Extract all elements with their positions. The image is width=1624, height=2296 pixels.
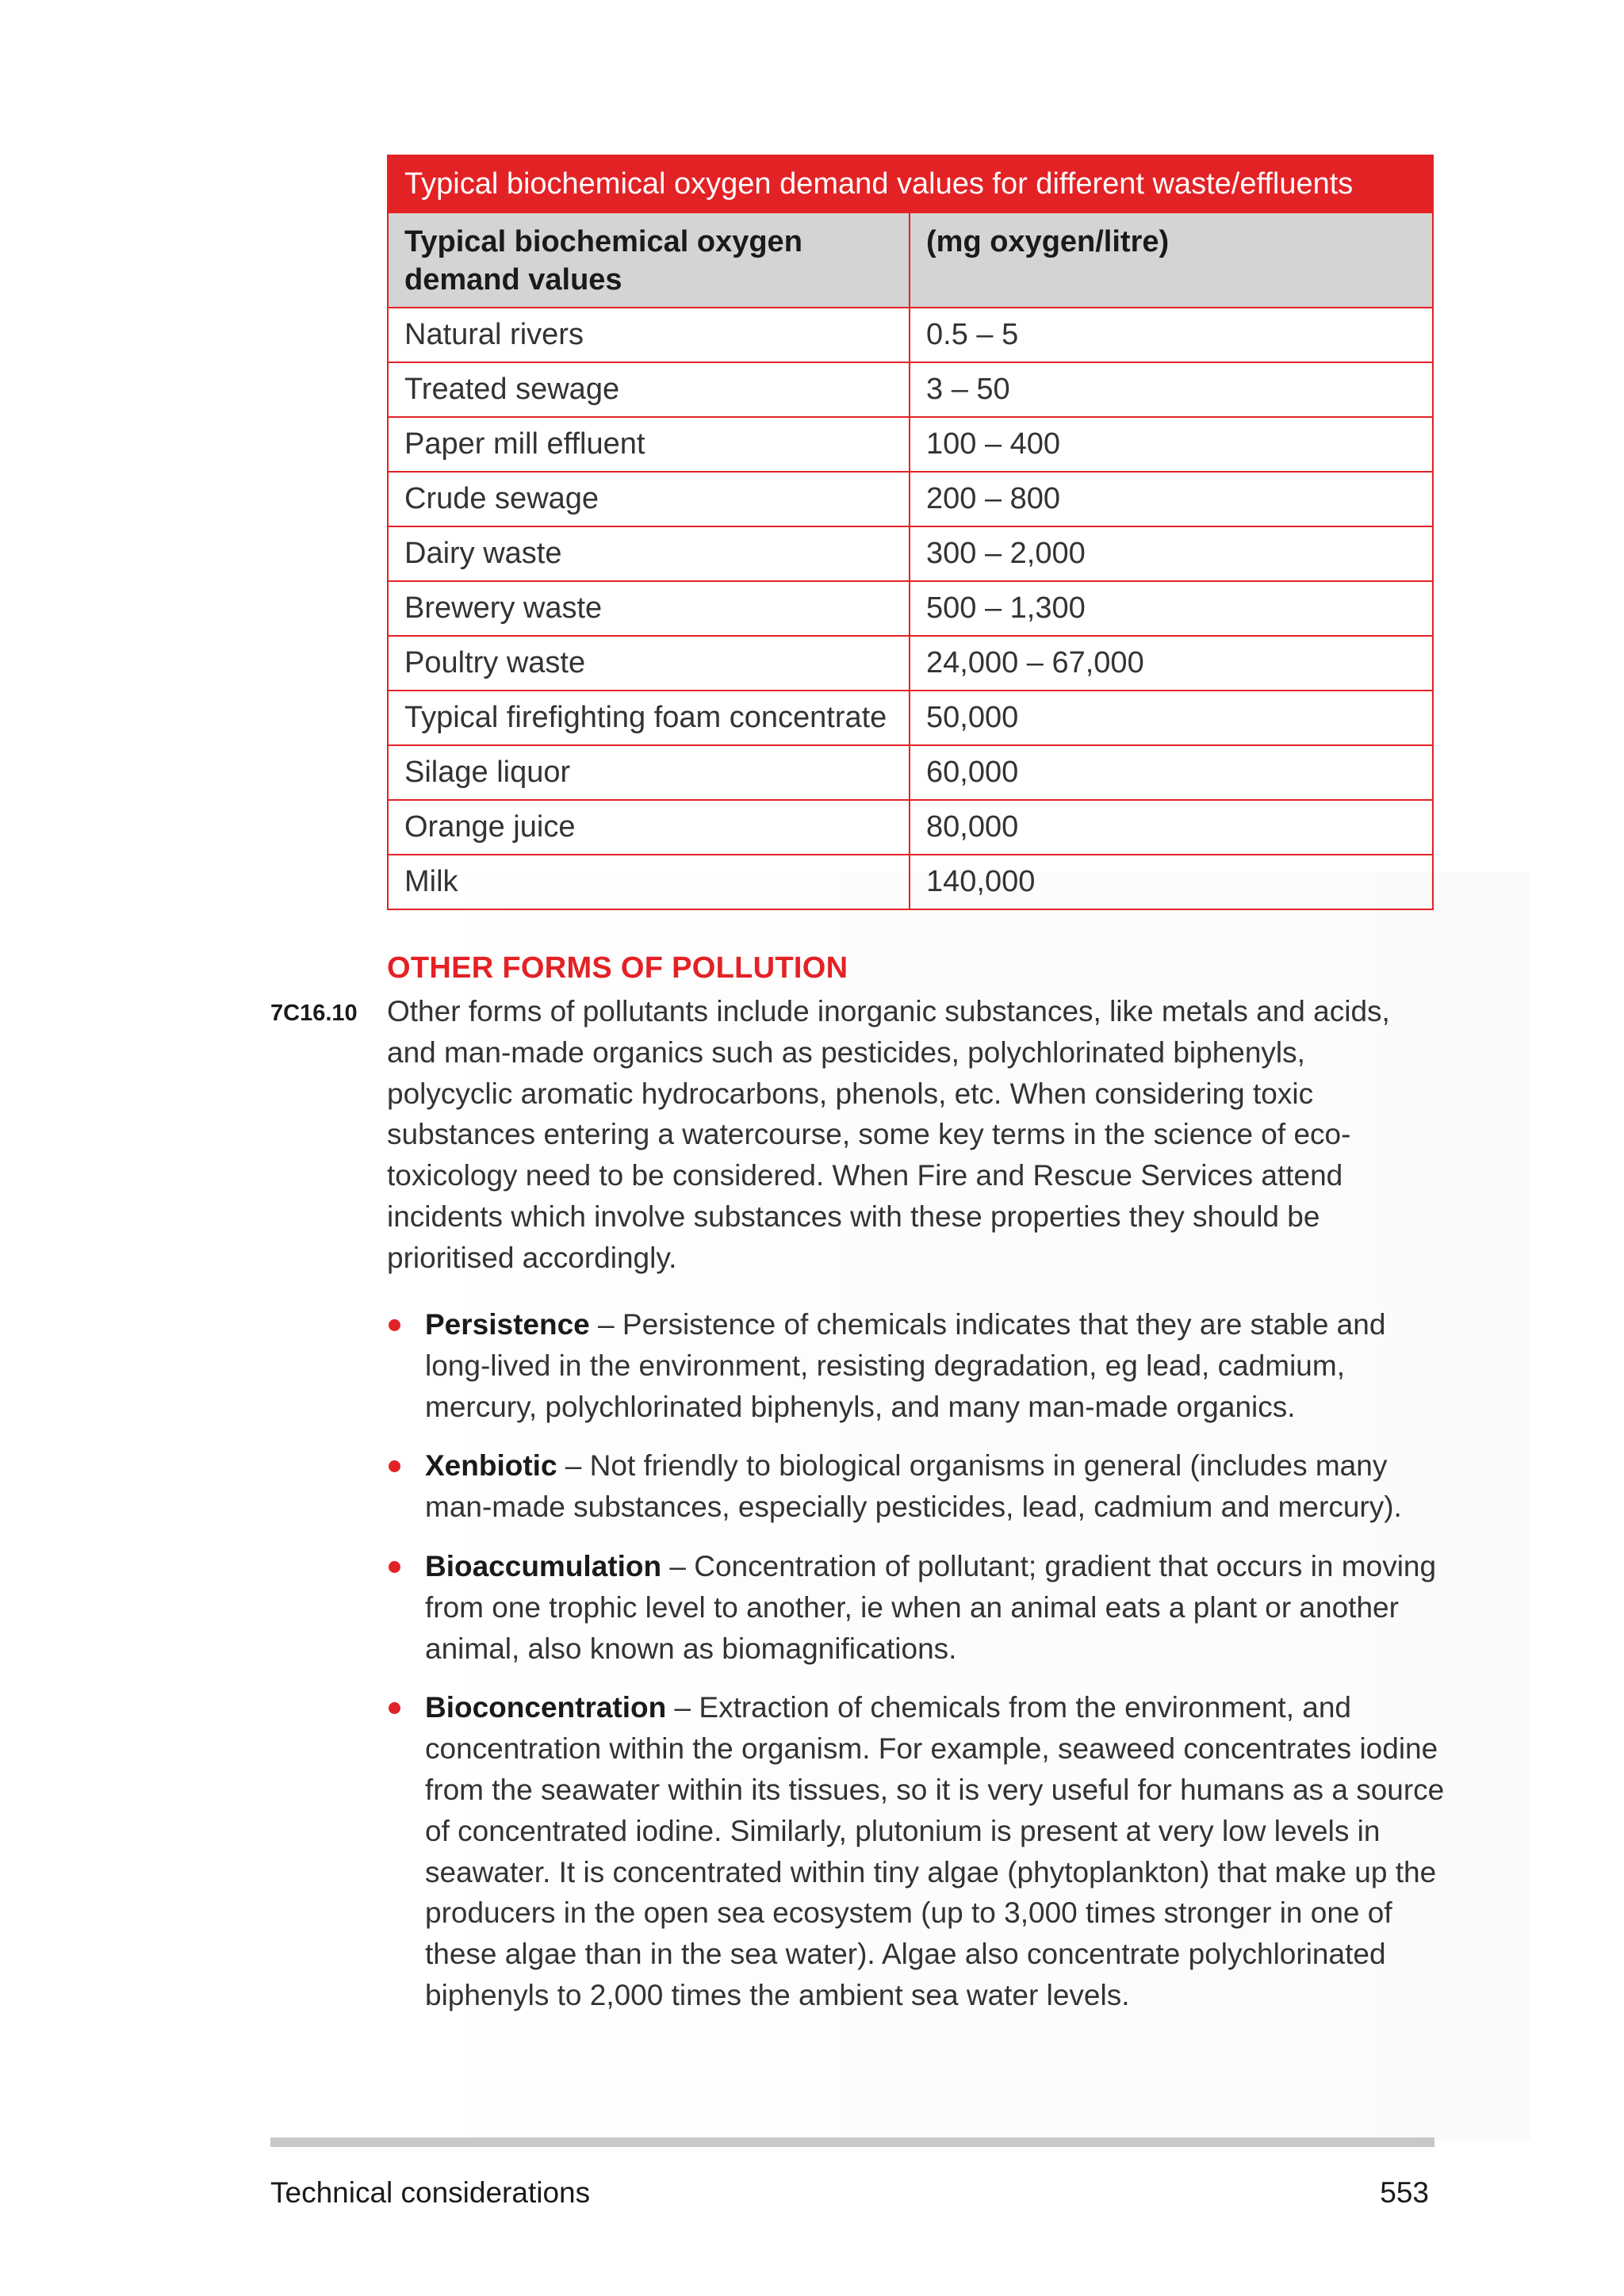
table-cell-value: 0.5 – 5 bbox=[910, 308, 1433, 362]
table-cell-substance: Brewery waste bbox=[388, 581, 910, 636]
table-cell-substance: Crude sewage bbox=[388, 472, 910, 526]
term-label: Bioconcentration bbox=[425, 1691, 667, 1724]
table-cell-substance: Natural rivers bbox=[388, 308, 910, 362]
table-cell-substance: Orange juice bbox=[388, 800, 910, 855]
table-cell-value: 24,000 – 67,000 bbox=[910, 636, 1433, 691]
table-cell-substance: Treated sewage bbox=[388, 362, 910, 417]
table-cell-value: 50,000 bbox=[910, 691, 1433, 745]
table-cell-value: 140,000 bbox=[910, 855, 1433, 909]
table-row bbox=[388, 308, 1433, 362]
term-description: – Extraction of chemicals from the environment, and concentration within the organism. For example, seaweed concentrates iodine from the seawater within its tissues, so it is very useful for humans as a source of concentrated iodine. Similarly, plutonium is present at very low levels in seawater. It is concentrated within tiny algae (phytoplankton) that make up the producers in the open sea ecosystem (up to 3,000 times stronger in one of these algae than in the sea water). Algae also concentrate polychlorinated biphenyls to 2,000 times the ambient sea water levels. bbox=[425, 1691, 1445, 2011]
list-item bbox=[387, 1304, 1450, 1427]
footer-section-title: Technical considerations bbox=[270, 2176, 591, 2209]
table-row bbox=[388, 800, 1433, 855]
bullet-icon bbox=[389, 1460, 400, 1472]
table-row bbox=[388, 636, 1433, 691]
table-cell-substance: Typical firefighting foam concentrate bbox=[388, 691, 910, 745]
section-paragraph: Other forms of pollutants include inorganic substances, like metals and acids, and man-made organics such as pesticides, polychlorinated biphenyls, polycyclic aromatic hydrocarbons, phenols, etc. When considering toxic substances entering a watercourse, some key terms in the science of eco-toxicology need to be considered. When Fire and Rescue Services attend incidents which involve substances with these properties they should be prioritised accordingly. bbox=[387, 995, 1390, 1274]
term-description: – Concentration of pollutant; gradient that occurs in moving from one trophic level to another, ie when an animal eats a plant or another animal, also known as biomagnifications. bbox=[425, 1549, 1437, 1665]
table-row bbox=[388, 526, 1433, 581]
column-header-substance: Typical biochemical oxygen demand values bbox=[388, 212, 910, 308]
bullet-icon bbox=[389, 1319, 400, 1331]
term-description: – Not friendly to biological organisms in general (includes many man-made substances, especially pesticides, lead, cadmium and mercury). bbox=[425, 1449, 1402, 1524]
bod-values-table bbox=[387, 155, 1434, 910]
table-cell-substance: Poultry waste bbox=[388, 636, 910, 691]
list-item bbox=[387, 1546, 1450, 1669]
page-number: 553 bbox=[1380, 2176, 1429, 2209]
table-cell-value: 500 – 1,300 bbox=[910, 581, 1433, 636]
footer-divider bbox=[270, 2137, 1434, 2147]
table-row bbox=[388, 691, 1433, 745]
table-cell-value: 100 – 400 bbox=[910, 417, 1433, 472]
paragraph-reference: 7C16.10 bbox=[270, 1001, 358, 1026]
list-item bbox=[387, 1445, 1450, 1528]
section-heading: OTHER FORMS OF POLLUTION bbox=[387, 951, 848, 985]
table-caption: Typical biochemical oxygen demand values for different waste/effluents bbox=[388, 155, 1433, 212]
term-label: Persistence bbox=[425, 1308, 590, 1341]
table-cell-substance: Milk bbox=[388, 855, 910, 909]
list-item bbox=[387, 1687, 1450, 2015]
bullet-icon bbox=[389, 1561, 400, 1573]
table-cell-value: 300 – 2,000 bbox=[910, 526, 1433, 581]
pollution-terms-list bbox=[387, 1304, 1450, 2034]
term-description: – Persistence of chemicals indicates that they are stable and long-lived in the environment, resisting degradation, eg lead, cadmium, mercury, polychlorinated biphenyls, and many man-made organics. bbox=[425, 1308, 1386, 1423]
table-cell-value: 3 – 50 bbox=[910, 362, 1433, 417]
bullet-icon bbox=[389, 1702, 400, 1714]
table-row bbox=[388, 472, 1433, 526]
table-row bbox=[388, 581, 1433, 636]
column-header-bod-value: (mg oxygen/litre) bbox=[910, 212, 1433, 308]
table-cell-value: 80,000 bbox=[910, 800, 1433, 855]
table-header-row bbox=[388, 212, 1433, 308]
table-cell-substance: Silage liquor bbox=[388, 745, 910, 800]
table-row bbox=[388, 745, 1433, 800]
table-cell-value: 200 – 800 bbox=[910, 472, 1433, 526]
table-row bbox=[388, 362, 1433, 417]
table-cell-substance: Paper mill effluent bbox=[388, 417, 910, 472]
table-cell-substance: Dairy waste bbox=[388, 526, 910, 581]
term-label: Bioaccumulation bbox=[425, 1549, 662, 1582]
table-row bbox=[388, 417, 1433, 472]
table-cell-value: 60,000 bbox=[910, 745, 1433, 800]
table-row bbox=[388, 855, 1433, 909]
term-label: Xenbiotic bbox=[425, 1449, 557, 1483]
